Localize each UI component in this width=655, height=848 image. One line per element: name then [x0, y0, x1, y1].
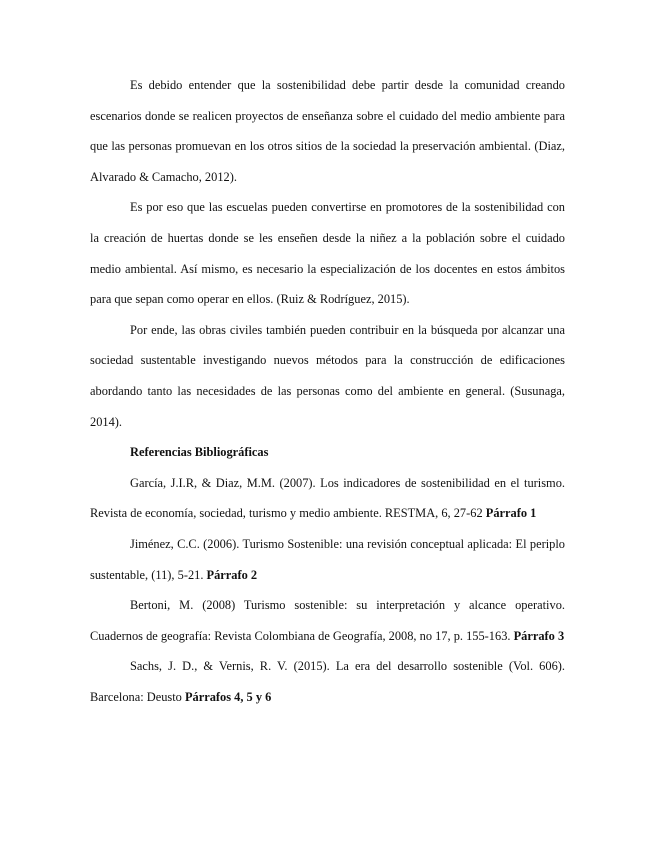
reference-text: Sachs, J. D., & Vernis, R. V. (2015). La era del desarrollo sostenible (Vol. 606). Barcelona: Deusto	[90, 659, 565, 704]
reference-text: García, J.I.R, & Diaz, M.M. (2007). Los indicadores de sostenibilidad en el turismo. Revista de economía, sociedad, turismo y medio ambiente. RESTMA, 6, 27-62	[90, 475, 565, 521]
reference-note: Párrafo 1	[485, 506, 537, 521]
reference-note: Párrafo 3	[513, 628, 565, 643]
reference-note: Párrafos 4, 5 y 6	[184, 689, 272, 704]
reference-note: Párrafo 2	[206, 567, 258, 582]
reference-2	[90, 529, 565, 590]
body-paragraph-2: Es por eso que las escuelas pueden convertirse en promotores de la sostenibilidad con la creación de huertas donde se les enseñen desde la niñez a la población sobre el cuidado medio ambiental. Así mismo, es necesario la especialización de los docentes en estos ámbitos para que sepan como operar en ellos. (Ruiz & Rodríguez, 2015).	[90, 200, 565, 307]
reference-text: Jiménez, C.C. (2006). Turismo Sostenible: una revisión conceptual aplicada: El periplo sustentable, (11), 5-21.	[90, 536, 565, 582]
reference-4	[90, 651, 565, 712]
body-paragraph-1: Es debido entender que la sostenibilidad debe partir desde la comunidad creando escenarios donde se realicen proyectos de enseñanza sobre el cuidado del medio ambiente para que las personas promuevan en los otros sitios de la sociedad la preservación ambiental. (Diaz, Alvarado & Camacho, 2012).	[90, 78, 565, 184]
reference-1	[90, 468, 565, 529]
reference-text: Bertoni, M. (2008) Turismo sostenible: su interpretación y alcance operativo. Cuadernos de geografía: Revista Colombiana de Geografía, 2008, no 17, p. 155-163.	[90, 598, 565, 643]
references-heading: Referencias Bibliográficas	[130, 445, 269, 460]
reference-3	[90, 590, 565, 651]
body-paragraph-3: Por ende, las obras civiles también pueden contribuir en la búsqueda por alcanzar una sociedad sustentable investigando nuevos métodos para la construcción de edificaciones abordando tanto las necesidades de las personas como del ambiente en general. (Susunaga, 2014).	[90, 322, 565, 429]
